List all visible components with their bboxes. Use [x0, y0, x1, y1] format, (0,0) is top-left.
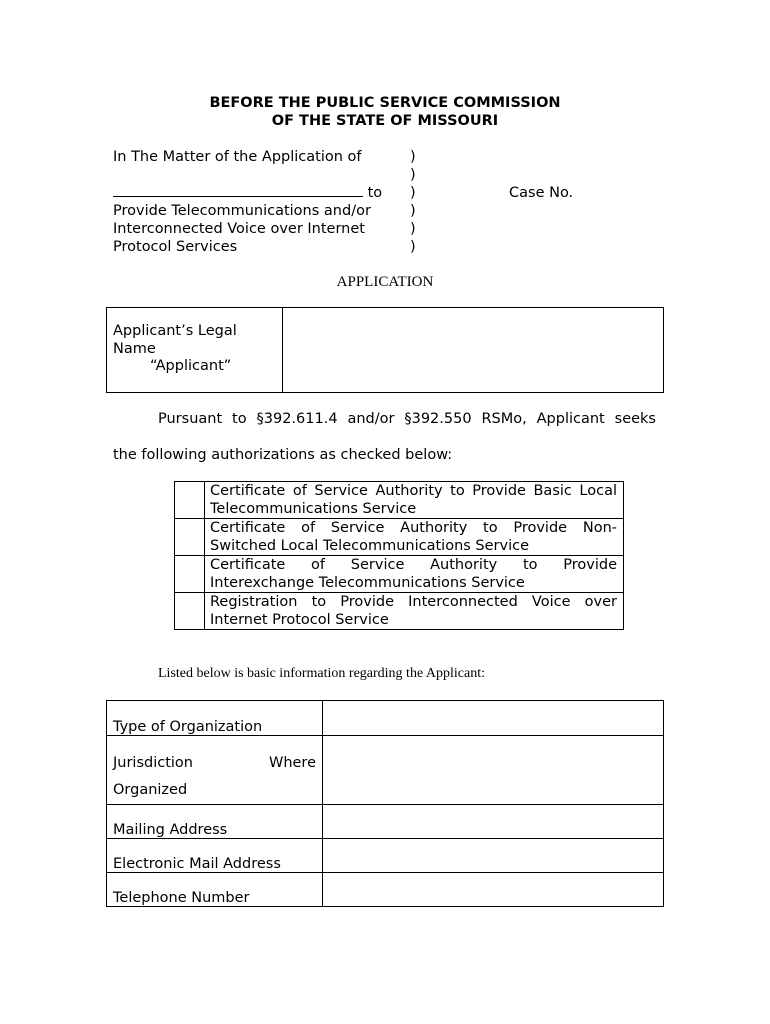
authorization-1-line-2: Telecommunications Service — [210, 500, 417, 517]
authorization-checkbox-2[interactable] — [175, 519, 205, 556]
telephone-number-value[interactable] — [323, 873, 664, 907]
authorization-checkbox-4[interactable] — [175, 593, 205, 630]
info-row-email — [107, 839, 664, 873]
authorization-1-line-1: Certificate of Service Authority to Provide Basic Local — [210, 483, 617, 499]
matter-line-3: Provide Telecommunications and/or — [113, 203, 371, 219]
matter-line-1: In The Matter of the Application of — [113, 149, 362, 165]
caption-parentheses — [410, 148, 430, 256]
info-row-phone — [107, 873, 664, 907]
jurisdiction-word: Jurisdiction — [113, 755, 193, 771]
authorization-text-1 — [205, 482, 624, 519]
email-address-label: Electronic Mail Address — [107, 839, 323, 873]
where-word: Where — [268, 755, 316, 771]
authorization-row — [175, 593, 624, 630]
authorization-3-line-2: Interexchange Telecommunications Service — [210, 574, 525, 591]
mailing-address-label: Mailing Address — [107, 805, 323, 839]
authorization-row — [175, 482, 624, 519]
heading-line-1: BEFORE THE PUBLIC SERVICE COMMISSION — [209, 95, 561, 111]
info-row-mailing — [107, 805, 664, 839]
jurisdiction-label-line-1 — [113, 750, 316, 777]
jurisdiction-value[interactable] — [323, 736, 664, 805]
matter-block — [113, 148, 403, 256]
authorization-text-2 — [205, 519, 624, 556]
matter-line-4: Interconnected Voice over Internet — [113, 221, 365, 237]
type-of-organization-value[interactable] — [323, 701, 664, 736]
basic-info-intro: Listed below is basic information regarding the Applicant: — [158, 666, 485, 681]
case-number-label: Case No. — [509, 185, 574, 201]
paren-2: ) — [410, 167, 416, 183]
applicant-name-value-cell[interactable] — [283, 308, 664, 393]
applicant-blank-line — [113, 184, 403, 202]
authorization-2-line-2: Switched Local Telecommunications Service — [210, 537, 530, 554]
paren-1: ) — [410, 149, 416, 165]
applicant-name-table — [106, 307, 664, 393]
authorization-checkbox-1[interactable] — [175, 482, 205, 519]
application-title: APPLICATION — [336, 274, 434, 290]
info-row-type — [107, 701, 664, 736]
applicant-label-line-1: Applicant’s Legal — [113, 323, 237, 339]
email-address-value[interactable] — [323, 839, 664, 873]
matter-to-word: to — [367, 185, 383, 201]
applicant-label-line-2: Name — [113, 340, 156, 357]
paren-3: ) — [410, 185, 416, 201]
authorization-text-4 — [205, 593, 624, 630]
applicant-name-label-cell — [107, 308, 283, 393]
authorization-text-3 — [205, 556, 624, 593]
heading-line-2: OF THE STATE OF MISSOURI — [271, 113, 499, 129]
authorization-4-line-2: Internet Protocol Service — [210, 611, 389, 628]
jurisdiction-label-cell — [107, 736, 323, 805]
paren-4: ) — [410, 203, 416, 219]
authorization-3-line-1: Certificate of Service Authority to Provide — [210, 557, 617, 573]
authorization-row — [175, 519, 624, 556]
type-of-organization-label: Type of Organization — [107, 701, 323, 736]
paren-6: ) — [410, 239, 416, 255]
authorization-checkbox-3[interactable] — [175, 556, 205, 593]
telephone-number-label: Telephone Number — [107, 873, 323, 907]
applicant-label-line-3: “Applicant” — [150, 358, 232, 374]
paren-5: ) — [410, 221, 416, 237]
mailing-address-value[interactable] — [323, 805, 664, 839]
pursuant-line-2: the following authorizations as checked below: — [113, 447, 453, 463]
authorization-4-line-1: Registration to Provide Interconnected Voice over — [210, 594, 617, 610]
pursuant-line-1: Pursuant to §392.611.4 and/or §392.550 RSMo, Applicant seeks — [158, 411, 656, 427]
matter-line-5: Protocol Services — [113, 239, 238, 255]
authorization-row — [175, 556, 624, 593]
applicant-name-blank[interactable] — [113, 184, 363, 197]
basic-info-table — [106, 700, 664, 907]
info-row-jurisdiction — [107, 736, 664, 805]
authorizations-table — [174, 481, 624, 630]
organized-word: Organized — [113, 782, 188, 798]
authorization-2-line-1: Certificate of Service Authority to Provide Non- — [210, 520, 617, 536]
